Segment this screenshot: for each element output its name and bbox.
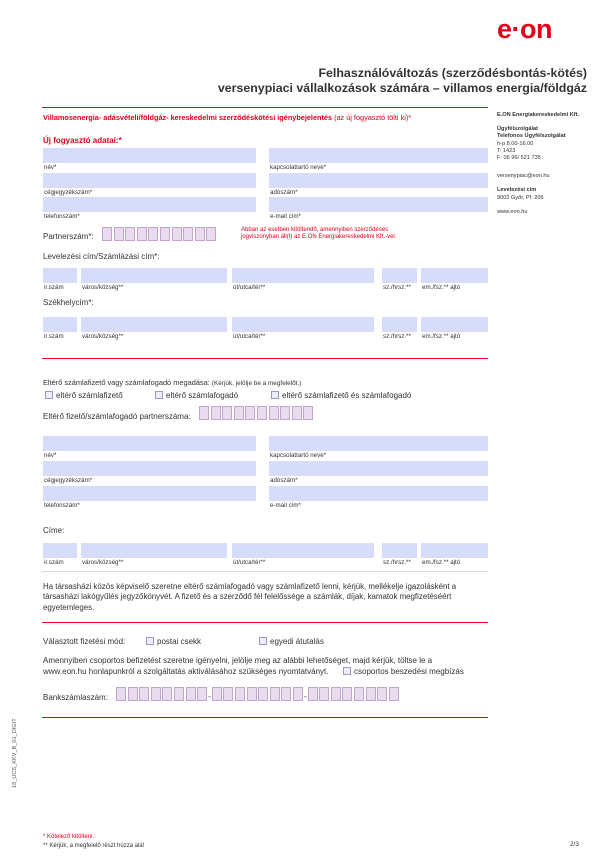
- sidebar-mail-address: 9002 Győr, Pf. 206: [497, 194, 544, 201]
- alt-contact-input[interactable]: [269, 436, 488, 451]
- alt-name-input[interactable]: [43, 436, 256, 451]
- divider: [42, 571, 488, 572]
- sidebar-hours: h-p 8.00-16.00: [497, 140, 534, 147]
- sidebar-phone: T: 1423: [497, 147, 516, 154]
- sidebar-email[interactable]: versenypiac@eon.hu: [497, 173, 550, 180]
- eon-logo: e·on: [497, 14, 552, 44]
- alt-phone-input[interactable]: [43, 486, 256, 501]
- alt-street-label: út/utca/tér**: [233, 559, 266, 566]
- seat-number-label: sz./hrsz.**: [383, 333, 411, 340]
- seat-city-label: város/község**: [82, 333, 124, 340]
- seat-address-heading: Székhelycím*:: [43, 298, 94, 307]
- partner-note: Abban az esetben kitöltendő, amennyiben szerződéses jogviszonyban áll(t) az E.ON Energiakereskedelmi Kft.-vel.: [241, 227, 397, 241]
- group-payment-text-2: www.eon.hu honlapunkról a szolgáltatás aktiválásához szükséges nyomtatványt.: [43, 667, 329, 676]
- sidebar: [497, 112, 579, 216]
- alt-contact-label: kapcsolattartó neve*: [270, 452, 327, 459]
- alt-name-label: név*: [44, 452, 57, 459]
- payment-label: Választott fizetési mód:: [43, 637, 126, 646]
- alt-city-label: város/község**: [82, 559, 124, 566]
- seat-floor-input[interactable]: [421, 317, 488, 332]
- seat-zip-label: ir.szám: [44, 333, 64, 340]
- alt-phone-label: telefonszám*: [44, 502, 80, 509]
- name-input[interactable]: [43, 148, 256, 163]
- seat-street-input[interactable]: [232, 317, 374, 332]
- bank-account-label: Bankszámlaszám:: [43, 693, 108, 702]
- billing-number-label: sz./hrsz.**: [383, 284, 411, 291]
- footer-note-required: * Kötelező kitölteni.: [43, 834, 95, 840]
- billing-city-label: város/község**: [82, 284, 124, 291]
- alt-partner-number-input[interactable]: [199, 406, 313, 420]
- payment-option-cheque[interactable]: postai csekk: [146, 637, 201, 647]
- partner-label: Partnerszám*:: [43, 232, 94, 241]
- sidebar-fax: F: 06 96/ 521 735: [497, 155, 541, 162]
- alt-payer-option-3[interactable]: eltérő számlafizető és számlafogadó: [271, 391, 411, 401]
- email-label: e-mail cím*: [270, 213, 301, 220]
- page-title-line1: Felhasználóváltozás (szerződésbontás-kötés): [318, 66, 587, 80]
- payment-option-transfer[interactable]: egyedi átutalás: [259, 637, 324, 647]
- sidebar-web[interactable]: www.eon.hu: [497, 208, 528, 215]
- phone-input[interactable]: [43, 197, 256, 212]
- alt-zip-input[interactable]: [43, 543, 77, 558]
- footer-note-underline: ** Kérjük, a megfelelő részt húzza alá!: [43, 843, 145, 849]
- alt-payer-option-2[interactable]: eltérő számlafogadó: [155, 391, 238, 401]
- billing-street-label: út/utca/tér**: [233, 284, 266, 291]
- billing-zip-input[interactable]: [43, 268, 77, 283]
- billing-zip-label: ir.szám: [44, 284, 64, 291]
- group-payment-option[interactable]: csoportos beszedési megbízás: [343, 667, 464, 677]
- billing-city-input[interactable]: [81, 268, 227, 283]
- sidebar-mail-heading: Levelezési cím: [497, 187, 537, 194]
- seat-city-input[interactable]: [81, 317, 227, 332]
- checkbox[interactable]: [45, 391, 53, 399]
- alt-floor-label: em./fsz.** ajtó: [422, 559, 461, 566]
- reg-no-label: cégjegyzékszám*: [44, 189, 93, 196]
- alt-partner-label: Eltérő fizető/számlafogadó partnerszáma:: [43, 412, 191, 421]
- checkbox[interactable]: [259, 637, 267, 645]
- checkbox[interactable]: [343, 667, 351, 675]
- billing-floor-label: em./fsz.** ajtó: [422, 284, 461, 291]
- tax-no-input[interactable]: [269, 173, 488, 188]
- alt-number-input[interactable]: [382, 543, 417, 558]
- condo-text: Ha társasházi közös képviselő szeretne eltérő számlafogadó vagy számlafizető lenni, kérjük, mellékelje igazolásként a társasházi lakógyűlés jegyzőkönyvét. A fizető és a szerződő fél felelőssége a számlák, díjak, kamatok megfizetéséért egyetemleges.: [43, 582, 457, 612]
- billing-floor-input[interactable]: [421, 268, 488, 283]
- divider: [42, 622, 488, 623]
- seat-number-input[interactable]: [382, 317, 417, 332]
- alt-email-label: e-mail cím*: [270, 502, 301, 509]
- seat-street-label: út/utca/tér**: [233, 333, 266, 340]
- request-heading: Villamosenergia- adásvételi/földgáz- kereskedelmi szerződéskötési igénybejelentés (az új fogyasztó tölti ki)*: [43, 113, 412, 122]
- partner-number-input[interactable]: [102, 227, 216, 241]
- seat-floor-label: em./fsz.** ajtó: [422, 333, 461, 340]
- alt-floor-input[interactable]: [421, 543, 488, 558]
- alt-email-input[interactable]: [269, 486, 488, 501]
- alt-number-label: sz./hrsz.**: [383, 559, 411, 566]
- new-consumer-heading: Új fogyasztó adatai:*: [43, 136, 122, 145]
- alt-reg-no-label: cégjegyzékszám*: [44, 477, 93, 484]
- divider: [42, 107, 488, 108]
- checkbox[interactable]: [155, 391, 163, 399]
- billing-street-input[interactable]: [232, 268, 374, 283]
- form-code: 18_UCS_KKV_B_01_DIGIT: [12, 718, 18, 788]
- email-input[interactable]: [269, 197, 488, 212]
- billing-address-heading: Levelezési cím/Számlázási cím*:: [43, 252, 160, 261]
- sidebar-office: Telefonos Ügyfélszolgálat: [497, 133, 566, 140]
- alt-city-input[interactable]: [81, 543, 227, 558]
- contact-input[interactable]: [269, 148, 488, 163]
- alt-tax-no-input[interactable]: [269, 461, 488, 476]
- bank-account-input[interactable]: - -: [116, 687, 399, 701]
- page-number: 2/3: [570, 841, 579, 848]
- checkbox[interactable]: [271, 391, 279, 399]
- sidebar-service: Ügyfélszolgálat: [497, 126, 539, 133]
- divider: [42, 717, 488, 718]
- reg-no-input[interactable]: [43, 173, 256, 188]
- alt-payer-heading: Eltérő számlafizető vagy számlafogadó megadása: (Kérjük, jelölje be a megfelelőt.): [43, 378, 302, 387]
- alt-address-heading: Címe:: [43, 526, 65, 535]
- alt-tax-no-label: adószám*: [270, 477, 298, 484]
- checkbox[interactable]: [146, 637, 154, 645]
- group-payment-text-1: Amennyiben csoportos befizetést szeretne igényelni, jelölje meg az alábbi lehetőséget, majd kérjük, töltse le a: [43, 656, 433, 665]
- phone-label: telefonszám*: [44, 213, 80, 220]
- alt-reg-no-input[interactable]: [43, 461, 256, 476]
- divider: [42, 358, 488, 359]
- alt-street-input[interactable]: [232, 543, 374, 558]
- name-label: név*: [44, 164, 57, 171]
- tax-no-label: adószám*: [270, 189, 298, 196]
- alt-payer-option-1[interactable]: eltérő számlafizető: [45, 391, 123, 401]
- sidebar-company: E.ON Energiakereskedelmi Kft.: [497, 112, 580, 118]
- seat-zip-input[interactable]: [43, 317, 77, 332]
- page-title-line2: versenypiaci vállalkozások számára – villamos energia/földgáz: [217, 81, 587, 95]
- contact-label: kapcsolattartó neve*: [270, 164, 327, 171]
- billing-number-input[interactable]: [382, 268, 417, 283]
- alt-zip-label: ir.szám: [44, 559, 64, 566]
